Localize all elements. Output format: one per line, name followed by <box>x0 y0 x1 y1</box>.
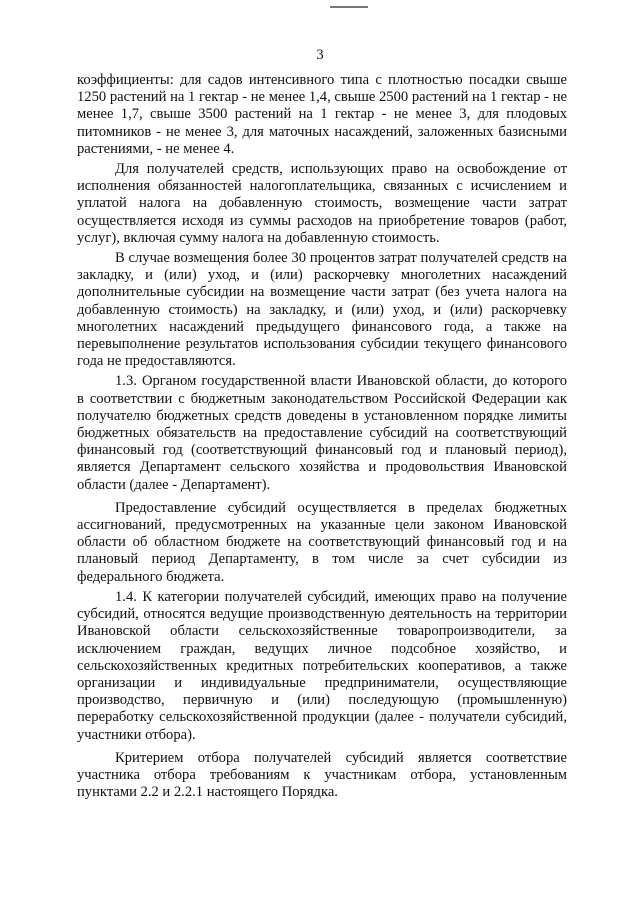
scan-artifact-mark <box>330 6 368 8</box>
document-body <box>77 72 567 804</box>
paragraph-section-1-4: 1.4. К категории получателей субсидий, имеющих право на получение субсидий, относятся ведущие производственную деятельность на территории Ивановской области сельскохозяйственные товаропроизводители, за исключением граждан, ведущих личное подсобное хозяйство, и сельскохозяйственных кредитных потребительских кооперативов, а также организации и индивидуальные предприниматели, осуществляющие производство, первичную и (или) последующую (промышленную) переработку сельскохозяйственной продукции (далее - получатели субсидий, участники отбора). <box>77 588 567 743</box>
paragraph-budget-allocations: Предоставление субсидий осуществляется в пределах бюджетных ассигнований, предусмотренных на указанные цели законом Ивановской области об областном бюджете на соответствующий финансовый год и на плановый период Департаменту, в том числе за счет субсидии из федерального бюджета. <box>77 499 567 585</box>
paragraph-section-1-3: 1.3. Органом государственной власти Ивановской области, до которого в соответствии с бюджетным законодательством Российской Федерации как получателю бюджетных средств доведены в установленном порядке лимиты бюджетных обязательств на предоставление субсидий на соответствующий финансовый год (соответствующий финансовый год и плановый период), является Департамент сельского хозяйства и продовольствия Ивановской области (далее - Департамент). <box>77 373 567 493</box>
paragraph-vat-exemption: Для получателей средств, использующих право на освобождение от исполнения обязанностей налогоплательщика, связанных с исчислением и уплатой налога на добавленную стоимость, возмещение части затрат осуществляется исходя из суммы расходов на приобретение товаров (работ, услуг), включая сумму налога на добавленную стоимость. <box>77 161 567 246</box>
scan-artifact <box>330 6 590 8</box>
page-number: 3 <box>316 47 324 63</box>
paragraph-coefficients: коэффициенты: для садов интенсивного типа с плотностью посадки свыше 1250 растений на 1 гектар - не менее 1,4, свыше 2500 растений на 1 гектар - не менее 1,7, свыше 3500 растений на 1 гектар - не менее 3, для плодовых питомников - не менее 3, для маточных насаждений, заложенных базисными растениями, - не менее 4. <box>77 72 567 157</box>
paragraph-selection-criterion: Критерием отбора получателей субсидий является соответствие участника отбора требованиям к участникам отбора, установленным пунктами 2.2 и 2.2.1 настоящего Порядка. <box>77 749 567 801</box>
paragraph-compensation-limit: В случае возмещения более 30 процентов затрат получателей средств на закладку, и (или) уход, и (или) раскорчевку многолетних насаждений дополнительные субсидии на возмещение части затрат (без учета налога на добавленную стоимость) на закладку, и (или) уход, и (или) раскорчевку многолетних насаждений предыдущего финансового года, а также на перевыполнение результатов использования субсидии текущего финансового года не предоставляются. <box>77 250 567 370</box>
